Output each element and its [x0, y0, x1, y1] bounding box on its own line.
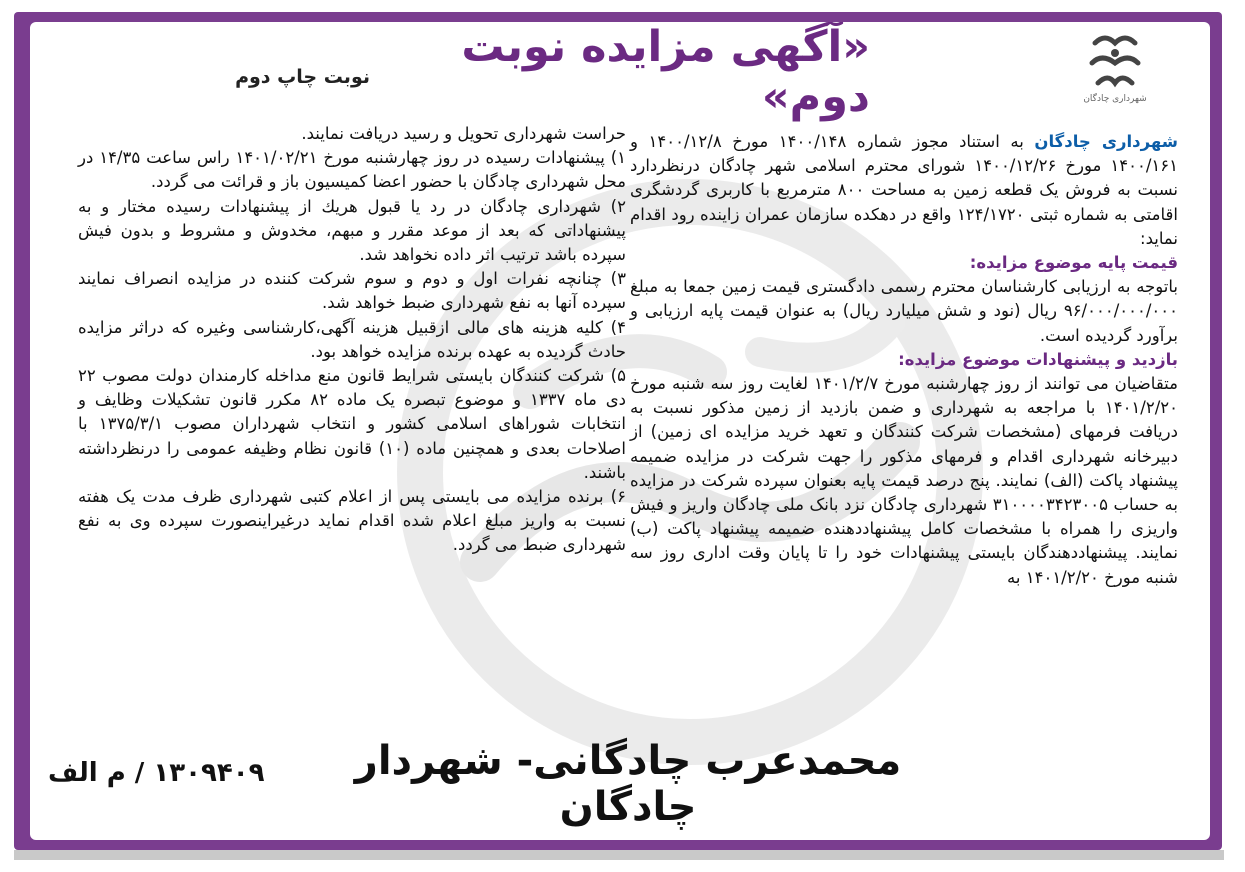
- condition-item: ۵) شرکت کنندگان بایستی شرایط قانون منع مداخله کارمندان دولت مصوب ۲۲ دی ماه ۱۳۳۷ و موضوع تبصره یک ماده ۸۲ مکرر قانون تشکیلات وظایف و انتخابات شوراهای اسلامی کشور و انتخاب شهرداران مصوب ۱۳۷۵/۳/۱ با اصلاحات بعدی و همچنین ماده (۱۰) قانون نظام وظیفه عمومی را درنظرداشته باشند.: [78, 366, 627, 482]
- edition-note: نوبت چاپ دوم: [235, 66, 370, 88]
- chadegan-logo-icon: [1080, 28, 1150, 98]
- logo-caption: شهرداری چادگان: [1083, 94, 1147, 104]
- page-title: «آگهی مزایده نوبت دوم»: [461, 22, 870, 122]
- visit-proposals-heading: بازدید و پیشنهادات موضوع مزایده:: [898, 349, 1178, 369]
- notice-panel: [30, 22, 1210, 840]
- right-column: [630, 130, 1178, 590]
- intro-text: به استناد مجوز شماره ۱۴۰۰/۱۴۸ مورخ ۱۴۰۰/۱۲/۸ و ۱۴۰۰/۱۶۱ مورخ ۱۴۰۰/۱۲/۲۶ شورای محترم اسلامی شهر چادگان درنظردارد نسبت به فروش یک قطعه زمین به مساحت ۸۰۰ مترمربع با کاربری گردشگری اقامتی به شماره ثبتی ۱۲۴/۱۷۲۰ واقع در دهکده سازمان عمران زاینده رود اقدام نماید:: [630, 132, 1179, 248]
- left-column: [78, 122, 626, 558]
- ad-code: ۱۳۰۹۴۰۹ / م الف: [48, 758, 265, 788]
- condition-item: ۳) چنانچه نفرات اول و دوم و سوم شرکت کننده در مزایده انصراف نمایند سپرده آنها به نفع شهرداری ضبط خواهد شد.: [78, 269, 626, 313]
- condition-item: ۶) برنده مزایده می بایستی پس از اعلام کتبی شهرداری ظرف مدت یک هفته نسبت به واریز مبلغ اعلام شده اقدام نماید درغیراینصورت سپرده وی به نفع شهرداری ضبط می گردد.: [78, 487, 626, 555]
- condition-item: ۴) کلیه هزینه های مالی ازقبیل هزینه آگهی،کارشناسی وغیره که دراثر مزایده حادث گردیده به عهده برنده مزایده خواهد بود.: [78, 317, 626, 361]
- condition-item: ۲) شهرداری چادگان در رد یا قبول هریك از پیشنهادات رسیده مختار و به پیشنهاداتی كه بعد از موعد مقرر و مبهم، مخدوش و مشروط و بدون فیش سپرده باشد ترتیب اثر داده نخواهد شد.: [78, 196, 626, 265]
- municipality-logo: [1040, 28, 1190, 120]
- visit-proposals-text: متقاضیان می توانند از روز چهارشنبه مورخ ۱۴۰۱/۲/۷ لغایت روز سه شنبه مورخ ۱۴۰۱/۲/۲۰ با مراجعه به شهرداری و ضمن بازدید از زمین مذکور نسبت به دریافت فرمهای (مشخصات شرکت کنندگان و تعهد خرید مزایده ای زمین) از دبیرخانه شهرداری اقدام و فرمهای مذکور را جهت شرکت در مزایده ضمیمه پیشنهاد پاکت (الف) نمایند. پنج درصد قیمت پایه بعنوان سپرده شرکت در مزایده به حساب ۳۱۰۰۰۰۳۴۲۳۰۰۵ شهرداری چادگان نزد بانک ملی چادگان واریز و فیش واریزی را همراه با مشخصات کامل پیشنهاددهنده ضمیمه پیشنهاد پاکت (ب) نمایند. پیشنهاددهندگان بایستی پیشنهادات خود را تا پایان وقت اداری روز سه شنبه مورخ ۱۴۰۱/۲/۲۰ به: [630, 374, 1178, 587]
- condition-item: ۱) پیشنهادات رسیده در روز چهارشنبه مورخ ۱۴۰۱/۰۲/۲۱ راس ساعت ۱۴/۳۵ در محل شهرداری چادگان با حضور اعضا کمیسیون باز و قرائت می گردد.: [78, 148, 627, 192]
- base-price-heading: قیمت پایه موضوع مزایده:: [969, 253, 1178, 273]
- base-price-text: باتوجه به ارزیابی کارشناسان محترم رسمی دادگستری قیمت زمین جمعا به مبلغ ۹۶/۰۰۰/۰۰۰/۰۰۰ ریال (نود و شش میلیارد ریال) به عنوان قیمت پایه ارزیابی و برآورد گردیده است.: [630, 277, 1178, 345]
- bottom-shadow: [14, 850, 1224, 860]
- continuation-text: حراست شهرداری تحویل و رسید دریافت نمایند.: [301, 124, 626, 143]
- lead-organization: شهرداری چادگان: [1034, 132, 1178, 151]
- signature: محمدعرب چادگانی- شهردار چادگان: [354, 738, 902, 830]
- intro-paragraph: [630, 130, 1178, 251]
